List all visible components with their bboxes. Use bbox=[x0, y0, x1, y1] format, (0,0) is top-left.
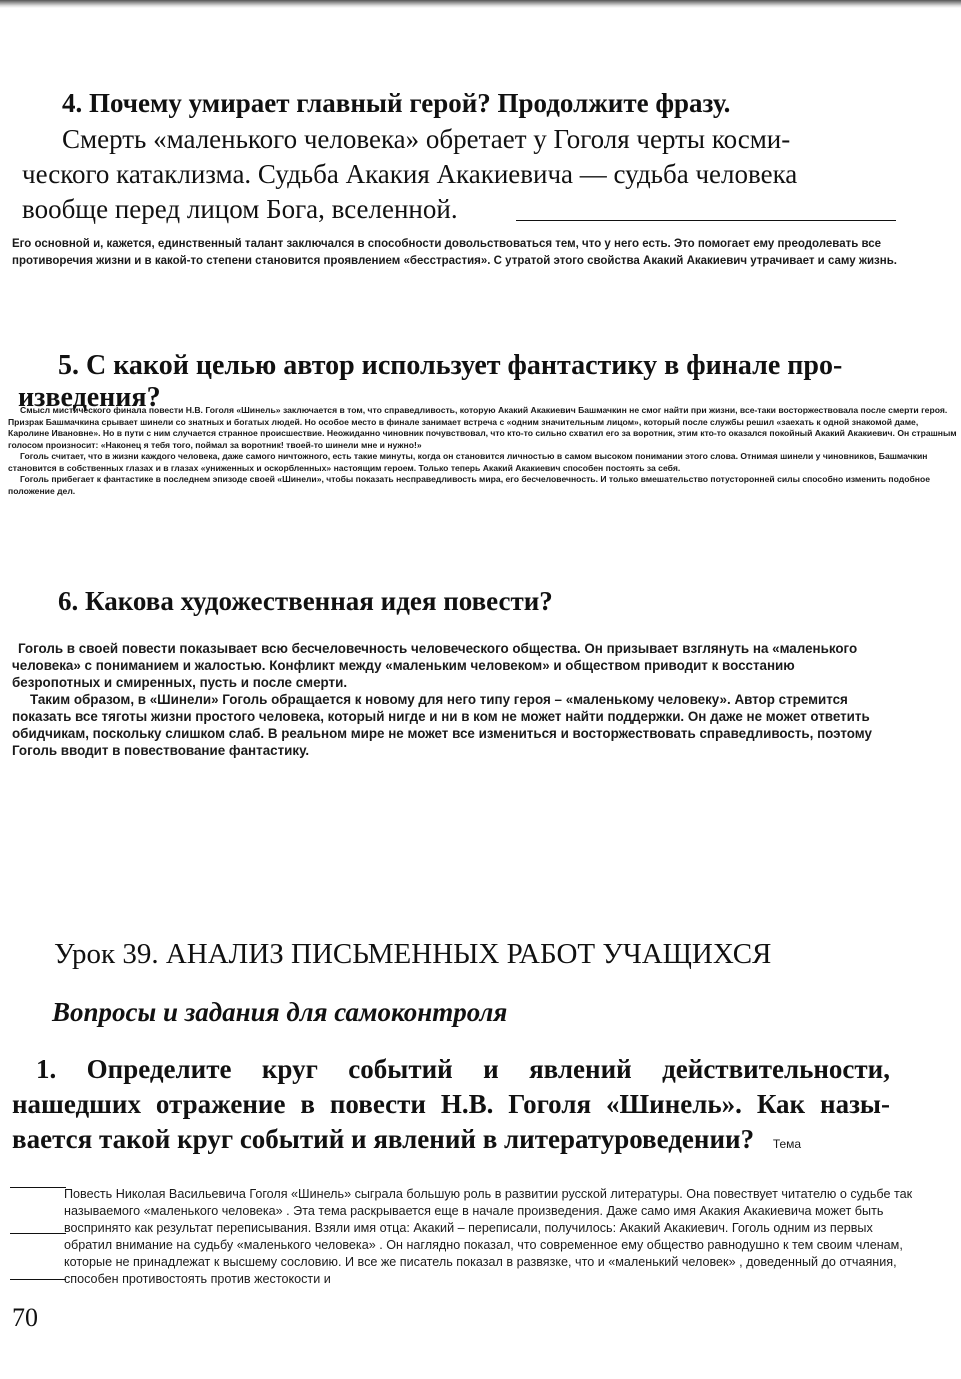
question-5-heading-continuation: изведения? bbox=[18, 382, 161, 413]
question-4-text-line: Смерть «маленького человека» обретает у Гоголя черты косми- bbox=[62, 124, 791, 154]
answer-paragraph: Смысл мистического финала повести Н.В. Гоголя «Шинель» заключается в том, что справедливость, которую Акакий Акакиевич Башмачкин не смог найти при жизни, все-таки восторжествовала после смерти героя. Призрак Башмачкина срывает шинели со знатных и богатых людей. Но особое место в финале занимает встреча с «одним значительным лицом», который после службы решил «заехать к одной знакомой даме, Каролине Ивановне». Но в пути с ним случается странное происшествие. Неожиданно чиновник почувствовал, что кто-то сильно схватил его за воротник, этим кто-то оказался покойный Акакий Акакиевич. Он страшным голосом произносит: «Наконец я тебя того, поймал за воротник! твоей-то шинели мне и нужно!» bbox=[8, 405, 957, 450]
question-1-heading-line: нашедших отражение в повести Н.В. Гоголя «Шинель». Как назы- bbox=[12, 1089, 890, 1119]
answer-line bbox=[516, 220, 896, 221]
question-5-heading: 5. С какой целью автор использует фантастику в финале про- bbox=[58, 350, 843, 381]
answer-paragraph: Гоголь считает, что в жизни каждого человека, даже самого ничтожного, есть такие минуты, когда он становится личностью в самом высоком понимании этого слова. Отнимая шинели у чиновников, Башмачкин становится в собственных глазах и в глазах «униженных и оскорбленных» настоящим героем. Только теперь Акакий Акакиевич способен постоять за себя. bbox=[8, 451, 928, 473]
scan-top-edge bbox=[0, 0, 961, 8]
answer-line bbox=[10, 1187, 66, 1188]
answer-paragraph: Гоголь в своей повести показывает всю бесчеловечность человеческого общества. Он призывает взглянуть на «маленького человека» с пониманием и жалостью. Конфликт между «маленьким человеком» и обществом приводит к восстанию безропотных и смиренных, пусть и после смерти. bbox=[12, 641, 858, 690]
question-1-heading-line bbox=[12, 1122, 890, 1162]
answer-paragraph: Повесть Николая Васильевича Гоголя «Шинель» сыграла большую роль в развитии русской литературы. Она повествует читателю о судьбе так называемого «маленького человека» . Эта тема раскрывается еще в начале произведения. Даже само имя Акакия Акакиевича может быть воспринято как результат переписывания. Взяли имя отца: Акакий – переписали, получилось: Акакий Акакиевич. Гоголь одним из первых обратил внимание на судьбу «маленького человека» . Он наглядно показал, что современное ему общество равнодушно к тем своим членам, которые не принадлежат к высшему сословию. И все же писатель показал в развязке, что и «маленький человек» , доведенный до отчаяния, способен противостоять против жестокости и bbox=[64, 1187, 913, 1286]
question-5-answer bbox=[8, 405, 958, 497]
question-1-heading-line: 1. Определите круг событий и явлений действительности, bbox=[36, 1054, 890, 1084]
answer-line bbox=[10, 1279, 66, 1280]
question-1-answer bbox=[64, 1186, 914, 1322]
question-4-answer bbox=[12, 236, 912, 269]
question-1-heading-text: вается такой круг событий и явлений в литературоведении? bbox=[12, 1124, 755, 1154]
answer-paragraph: Гоголь прибегает к фантастике в последнем эпизоде своей «Шинели», чтобы показать несправедливость мира, его бесчеловечность. И только вмешательство потусторонней силы способно изменить подобное положение дел. bbox=[8, 474, 930, 496]
answer-paragraph: Его основной и, кажется, единственный талант заключался в способности довольствоваться тем, что у него есть. Это помогает ему преодолевать все противоречия жизни и в какой-то степени становится проявлением «бесстрастия». С утратой этого свойства Акакий Акакиевич утрачивает и саму жизнь. bbox=[12, 238, 897, 267]
lesson-title: Урок 39. АНАЛИЗ ПИСЬМЕННЫХ РАБОТ УЧАЩИХСЯ bbox=[54, 938, 772, 970]
question-6-heading: 6. Какова художественная идея повести? bbox=[58, 586, 553, 616]
lesson-subtitle: Вопросы и задания для самоконтроля bbox=[52, 997, 508, 1027]
inline-answer: Тема bbox=[772, 1137, 802, 1151]
page-number: 70 bbox=[12, 1303, 38, 1332]
answer-line bbox=[10, 1233, 66, 1234]
question-4-text-line: ческого катаклизма. Судьба Акакия Акакиевича — судьба человека bbox=[22, 159, 798, 189]
question-1-heading bbox=[12, 1052, 890, 1162]
question-4-heading: 4. Почему умирает главный герой? Продолжите фразу. bbox=[62, 88, 731, 118]
question-6-answer bbox=[12, 640, 872, 759]
question-4-text-line: вообще перед лицом Бога, вселенной. bbox=[22, 194, 458, 224]
question-4-text bbox=[22, 122, 912, 227]
answer-paragraph: Таким образом, в «Шинели» Гоголь обращается к новому для него типу героя – «маленькому человеку». Автор стремится показать все тяготы жизни простого человека, который нигде и ни в ком не может найти поддержки. Он даже не может ответить обидчикам, поскольку слишком слаб. В реальном мире не может все измениться и восторжествовать справедливость, поэтому Гоголь вводит в повествование фантастику. bbox=[12, 692, 872, 758]
